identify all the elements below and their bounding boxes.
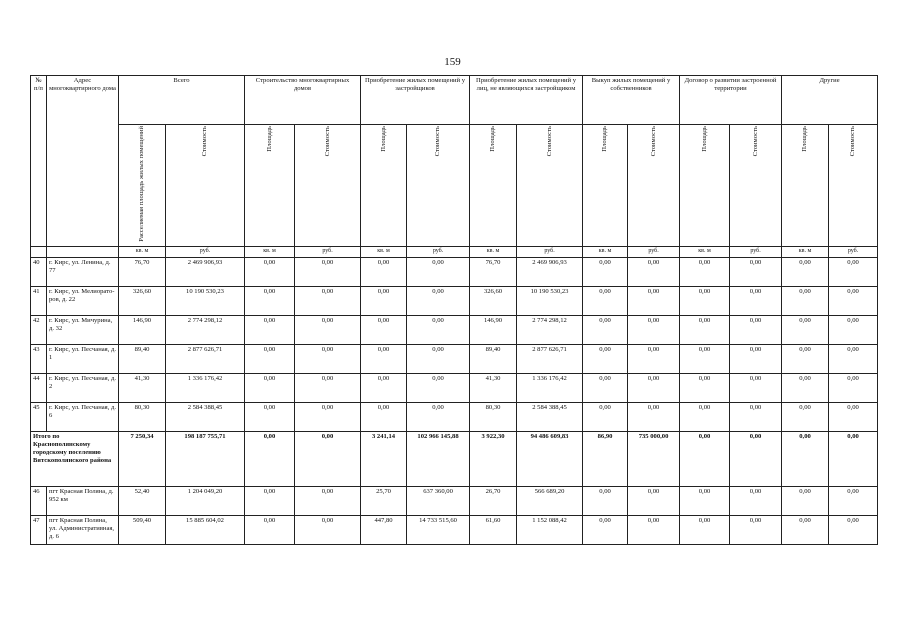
row-value: 0,00	[680, 286, 730, 315]
table-row	[31, 257, 878, 286]
row-value: 0,00	[295, 431, 361, 486]
row-value: 26,70	[470, 486, 517, 515]
row-value: 25,70	[361, 486, 407, 515]
row-value: 0,00	[730, 515, 782, 544]
row-value: 0,00	[730, 315, 782, 344]
row-value: 0,00	[730, 431, 782, 486]
row-value: 0,00	[361, 344, 407, 373]
row-value: 1 336 176,42	[166, 373, 245, 402]
row-value: 52,40	[119, 486, 166, 515]
row-value: 0,00	[628, 286, 680, 315]
header-group-buyout: Выкуп жилых помещений у собственников	[583, 76, 680, 125]
row-value: 2 584 388,45	[166, 402, 245, 431]
row-value: 0,00	[829, 486, 878, 515]
row-value: 0,00	[782, 286, 829, 315]
header-cost: Стоимость	[295, 125, 361, 247]
row-value: 41,30	[470, 373, 517, 402]
unit-area: кв. м	[119, 246, 166, 257]
header-row-units	[31, 246, 878, 257]
row-value: 0,00	[583, 315, 628, 344]
header-group-other: Другие	[782, 76, 878, 125]
row-value: 3 922,30	[470, 431, 517, 486]
header-address: Адрес многоквартирного дома	[47, 76, 119, 247]
header-group-development-agreement: Договор о развитии застроенной территории	[680, 76, 782, 125]
row-value: 146,90	[470, 315, 517, 344]
header-group-construction: Строительство многоквартирных домов	[245, 76, 361, 125]
row-value: 0,00	[295, 515, 361, 544]
row-value: 0,00	[829, 315, 878, 344]
row-value: 0,00	[407, 286, 470, 315]
row-value: 0,00	[628, 257, 680, 286]
header-num: № п/п	[31, 76, 47, 247]
row-value: 41,30	[119, 373, 166, 402]
row-value: 0,00	[730, 486, 782, 515]
row-value: 0,00	[407, 315, 470, 344]
row-number: 45	[31, 402, 47, 431]
row-address: г. Кирс, ул. Песчаная, д. 1	[47, 344, 119, 373]
row-value: 0,00	[782, 257, 829, 286]
row-number: 44	[31, 373, 47, 402]
row-address: г. Кирс, ул. Мелиорато-ров, д. 22	[47, 286, 119, 315]
row-value: 0,00	[295, 373, 361, 402]
header-row-groups	[31, 76, 878, 125]
row-number: 46	[31, 486, 47, 515]
row-value: 0,00	[680, 486, 730, 515]
row-value: 566 689,20	[517, 486, 583, 515]
row-address: пгт Красная Поляна, д. 952 км	[47, 486, 119, 515]
row-number: 43	[31, 344, 47, 373]
row-value: 0,00	[407, 257, 470, 286]
row-value: 0,00	[829, 373, 878, 402]
row-value: 89,40	[470, 344, 517, 373]
unit-area: кв. м	[680, 246, 730, 257]
unit-rub: руб.	[166, 246, 245, 257]
row-value: 89,40	[119, 344, 166, 373]
row-value: 0,00	[829, 515, 878, 544]
row-value: 735 000,00	[628, 431, 680, 486]
row-value: 0,00	[245, 402, 295, 431]
row-address: г. Кирс, ул. Песчаная, д. 2	[47, 373, 119, 402]
header-group-purchase-developers: Приобретение жилых помещений у застройщиков	[361, 76, 470, 125]
row-value: 0,00	[628, 373, 680, 402]
row-value: 0,00	[628, 344, 680, 373]
row-value: 0,00	[730, 402, 782, 431]
unit-area: кв. м	[361, 246, 407, 257]
row-value: 0,00	[680, 373, 730, 402]
row-value: 0,00	[680, 431, 730, 486]
table-row	[31, 486, 878, 515]
row-value: 0,00	[583, 257, 628, 286]
row-value: 0,00	[245, 344, 295, 373]
row-value: 0,00	[730, 344, 782, 373]
row-value: 0,00	[730, 286, 782, 315]
row-number: 42	[31, 315, 47, 344]
header-cost: Стоимость	[517, 125, 583, 247]
header-area: Площадь	[583, 125, 628, 247]
row-value: 86,90	[583, 431, 628, 486]
row-number: 41	[31, 286, 47, 315]
row-value: 94 486 609,83	[517, 431, 583, 486]
row-value: 0,00	[295, 286, 361, 315]
row-value: 0,00	[583, 515, 628, 544]
table-row	[31, 515, 878, 544]
row-value: 0,00	[829, 286, 878, 315]
row-value: 0,00	[583, 344, 628, 373]
row-value: 0,00	[407, 402, 470, 431]
row-value: 0,00	[730, 257, 782, 286]
row-value: 0,00	[782, 486, 829, 515]
subtotal-row	[31, 431, 878, 486]
row-value: 0,00	[680, 315, 730, 344]
row-value: 0,00	[295, 344, 361, 373]
row-value: 2 469 906,93	[517, 257, 583, 286]
unit-area: кв. м	[583, 246, 628, 257]
row-value: 2 774 298,12	[517, 315, 583, 344]
unit-rub: руб.	[730, 246, 782, 257]
unit-area: кв. м	[470, 246, 517, 257]
page-number: 159	[444, 56, 461, 68]
row-value: 14 733 515,60	[407, 515, 470, 544]
row-value: 0,00	[628, 486, 680, 515]
housing-resettlement-table	[30, 75, 878, 545]
row-value: 0,00	[782, 515, 829, 544]
row-value: 10 190 530,23	[517, 286, 583, 315]
row-value: 0,00	[295, 486, 361, 515]
row-value: 0,00	[782, 344, 829, 373]
row-value: 0,00	[782, 315, 829, 344]
row-value: 0,00	[295, 402, 361, 431]
row-value: 0,00	[829, 431, 878, 486]
row-value: 1 152 088,42	[517, 515, 583, 544]
row-value: 0,00	[680, 402, 730, 431]
row-value: 0,00	[361, 402, 407, 431]
row-value: 0,00	[782, 373, 829, 402]
unit-area: кв. м	[782, 246, 829, 257]
row-value: 0,00	[680, 344, 730, 373]
row-value: 0,00	[829, 257, 878, 286]
row-value: 0,00	[583, 286, 628, 315]
header-area: Площадь	[245, 125, 295, 247]
row-value: 0,00	[361, 315, 407, 344]
row-value: 15 885 604,02	[166, 515, 245, 544]
row-value: 0,00	[361, 286, 407, 315]
row-number: 40	[31, 257, 47, 286]
row-value: 0,00	[245, 286, 295, 315]
header-group-purchase-nondevelopers: Приобретение жилых помещений у лиц, не являющихся застройщиком	[470, 76, 583, 125]
row-value: 0,00	[245, 431, 295, 486]
row-value: 0,00	[245, 486, 295, 515]
row-value: 0,00	[295, 257, 361, 286]
row-value: 1 336 176,42	[517, 373, 583, 402]
unit-area: кв. м	[245, 246, 295, 257]
row-value: 326,60	[470, 286, 517, 315]
header-cost: Стоимость	[730, 125, 782, 247]
row-value: 0,00	[407, 373, 470, 402]
header-cost: Стоимость	[166, 125, 245, 247]
header-cost: Стоимость	[407, 125, 470, 247]
row-address: пгт Красная Поляна, ул. Административная, д. 6	[47, 515, 119, 544]
row-value: 0,00	[628, 515, 680, 544]
row-value: 0,00	[245, 373, 295, 402]
row-value: 2 584 388,45	[517, 402, 583, 431]
row-value: 447,80	[361, 515, 407, 544]
table-row	[31, 286, 878, 315]
row-value: 80,30	[470, 402, 517, 431]
row-value: 0,00	[245, 315, 295, 344]
header-area: Площадь	[782, 125, 829, 247]
row-value: 80,30	[119, 402, 166, 431]
row-value: 0,00	[680, 257, 730, 286]
unit-rub: руб.	[517, 246, 583, 257]
table-row	[31, 315, 878, 344]
row-value: 0,00	[245, 257, 295, 286]
table-row	[31, 344, 878, 373]
row-value: 0,00	[628, 402, 680, 431]
row-value: 0,00	[407, 344, 470, 373]
row-value: 7 250,34	[119, 431, 166, 486]
unit-rub: руб.	[829, 246, 878, 257]
row-address: г. Кирс, ул. Мичурина, д. 32	[47, 315, 119, 344]
row-value: 2 877 626,71	[166, 344, 245, 373]
header-total-area: Расселяемая площадь жилых помещений	[119, 125, 166, 247]
row-value: 76,70	[470, 257, 517, 286]
row-value: 0,00	[782, 431, 829, 486]
row-value: 2 774 298,12	[166, 315, 245, 344]
header-area: Площадь	[470, 125, 517, 247]
table-row	[31, 402, 878, 431]
row-value: 0,00	[361, 257, 407, 286]
row-value: 0,00	[583, 486, 628, 515]
row-value: 3 241,14	[361, 431, 407, 486]
row-value: 0,00	[730, 373, 782, 402]
header-area: Площадь	[680, 125, 730, 247]
row-address: г. Кирс, ул. Песчаная, д. 6	[47, 402, 119, 431]
header-cost: Стоимость	[829, 125, 878, 247]
row-value: 76,70	[119, 257, 166, 286]
row-value: 0,00	[361, 373, 407, 402]
row-value: 102 966 145,88	[407, 431, 470, 486]
unit-rub: руб.	[628, 246, 680, 257]
row-value: 509,40	[119, 515, 166, 544]
header-group-total: Всего	[119, 76, 245, 125]
row-value: 146,90	[119, 315, 166, 344]
row-value: 0,00	[628, 315, 680, 344]
header-area: Площадь	[361, 125, 407, 247]
row-value: 10 190 530,23	[166, 286, 245, 315]
unit-rub: руб.	[407, 246, 470, 257]
row-value: 61,60	[470, 515, 517, 544]
row-value: 637 360,00	[407, 486, 470, 515]
table-row	[31, 373, 878, 402]
row-value: 2 877 626,71	[517, 344, 583, 373]
row-value: 0,00	[583, 373, 628, 402]
row-value: 2 469 906,93	[166, 257, 245, 286]
row-value: 0,00	[782, 402, 829, 431]
subtotal-label: Итого по Краснополянскому городскому поселению Вятскополянского района	[31, 431, 119, 486]
unit-rub: руб.	[295, 246, 361, 257]
row-value: 0,00	[245, 515, 295, 544]
row-value: 326,60	[119, 286, 166, 315]
row-value: 0,00	[295, 315, 361, 344]
header-cost: Стоимость	[628, 125, 680, 247]
row-value: 198 187 755,71	[166, 431, 245, 486]
row-value: 0,00	[583, 402, 628, 431]
row-value: 0,00	[829, 344, 878, 373]
row-value: 0,00	[680, 515, 730, 544]
row-address: г. Кирс, ул. Ленина, д. 77	[47, 257, 119, 286]
row-number: 47	[31, 515, 47, 544]
header-row-columns	[31, 125, 878, 247]
row-value: 0,00	[829, 402, 878, 431]
row-value: 1 204 049,20	[166, 486, 245, 515]
